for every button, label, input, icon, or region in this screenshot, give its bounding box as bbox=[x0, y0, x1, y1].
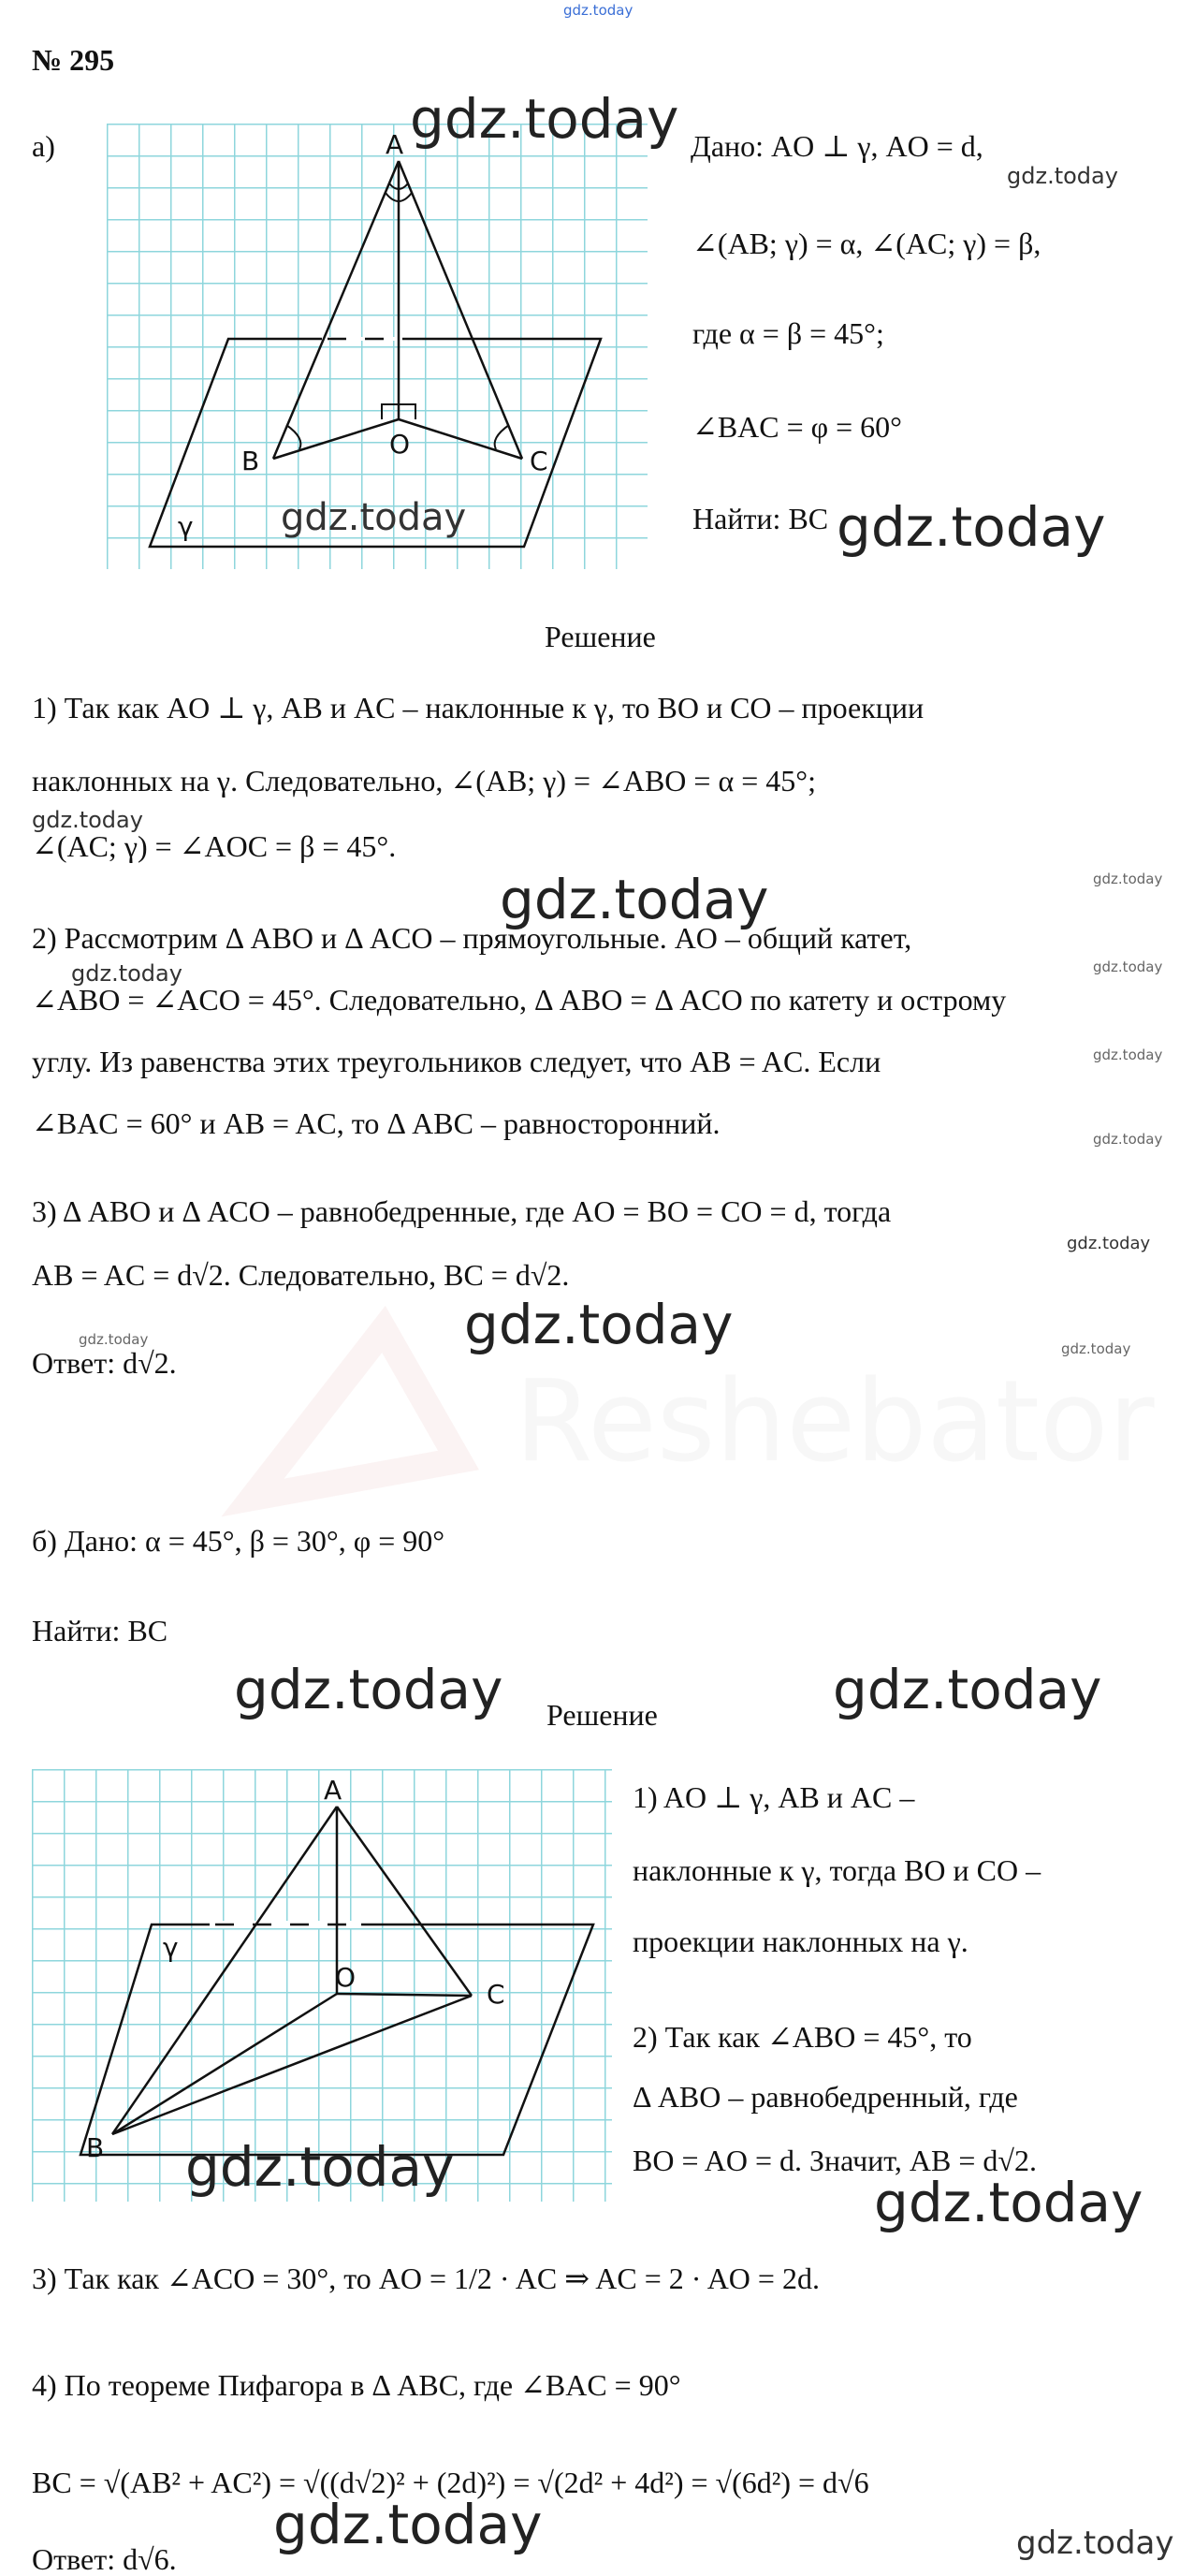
formula-bc: BC = √(AB² + AC²) = √((d√2)² + (2d)²) = √(2d² + 4d²) = √(6d²) = d√6 bbox=[32, 2466, 869, 2499]
step-b-1c: проекции наклонных на γ. bbox=[633, 1925, 968, 1958]
given-a-line-1: Дано: AO ⊥ γ, AO = d, bbox=[691, 129, 983, 163]
label-c-b: C bbox=[487, 1979, 505, 2010]
watermark: gdz.today bbox=[410, 87, 679, 151]
answer-b: Ответ: d√6. bbox=[32, 2542, 177, 2576]
label-o-b: O bbox=[335, 1962, 357, 1993]
svg-text:Reshebator: Reshebator bbox=[515, 1357, 1155, 1487]
watermark: gdz.today bbox=[1093, 1046, 1163, 1063]
label-gamma: γ bbox=[178, 511, 194, 542]
segment-ac bbox=[399, 161, 522, 459]
step-b-2b: Δ ABO – равнобедренный, где bbox=[633, 2080, 1018, 2114]
label-a: A bbox=[386, 129, 404, 160]
segment-ab-b bbox=[112, 1807, 337, 2134]
watermark: gdz.today bbox=[234, 1658, 503, 1721]
step-a-1c: ∠(AC; γ) = ∠AOC = β = 45°. bbox=[32, 829, 397, 863]
watermark: gdz.today bbox=[281, 496, 467, 539]
watermark: gdz.today bbox=[464, 1293, 734, 1356]
watermark: gdz.today bbox=[1016, 2525, 1174, 2562]
watermark: gdz.today bbox=[833, 1658, 1102, 1721]
step-a-1: 1) Так как AO ⊥ γ, AB и AC – наклонные к γ, то BO и CO – проекции bbox=[32, 691, 925, 724]
watermark: gdz.today bbox=[1093, 1131, 1163, 1148]
watermark: gdz.today bbox=[874, 2171, 1143, 2234]
segment-co bbox=[399, 419, 522, 459]
solution-b-title: Решение bbox=[546, 1698, 658, 1732]
given-a-line-4: ∠BAC = φ = 60° bbox=[692, 410, 902, 444]
step-b-2c: BO = AO = d. Значит, AB = d√2. bbox=[633, 2144, 1037, 2177]
segment-bo-b bbox=[112, 1994, 337, 2134]
step-a-2b: ∠ABO = ∠ACO = 45°. Следовательно, Δ ABO = Δ ACO по катету и острому bbox=[32, 983, 1007, 1017]
segment-ac-b bbox=[337, 1807, 472, 1996]
step-b-3: 3) Так как ∠ACO = 30°, то AO = 1/2 · AC ⇒ AC = 2 · AO = 2d. bbox=[32, 2261, 820, 2295]
segment-bc-b bbox=[112, 1996, 472, 2134]
step-a-1b: наклонных на γ. Следовательно, ∠(AB; γ) = ∠ABO = α = 45°; bbox=[32, 764, 816, 798]
label-b-b: B bbox=[86, 2132, 105, 2163]
step-b-4: 4) По теореме Пифагора в Δ ABC, где ∠BAC = 90° bbox=[32, 2368, 681, 2402]
step-b-1b: наклонные к γ, тогда BO и CO – bbox=[633, 1853, 1041, 1887]
step-a-2c: углу. Из равенства этих треугольников следует, что AB = AC. Если bbox=[32, 1045, 881, 1078]
watermark: gdz.today bbox=[837, 495, 1106, 559]
step-b-2: 2) Так как ∠ABO = 45°, то bbox=[633, 2020, 972, 2054]
watermark: gdz.today bbox=[1067, 1234, 1151, 1253]
watermark: gdz.today bbox=[1093, 871, 1163, 887]
watermark: gdz.today bbox=[500, 868, 769, 931]
given-b: б) Дано: α = 45°, β = 30°, φ = 90° bbox=[32, 1524, 445, 1558]
step-a-2: 2) Рассмотрим Δ ABO и Δ ACO – прямоугольные. AO – общий катет, bbox=[32, 921, 912, 955]
label-c: C bbox=[530, 446, 548, 476]
watermark: gdz.today bbox=[1093, 959, 1163, 975]
part-a-label: а) bbox=[32, 129, 55, 163]
solution-a-title: Решение bbox=[545, 620, 656, 653]
step-a-3: 3) Δ ABO и Δ ACO – равнобедренные, где AO = BO = CO = d, тогда bbox=[32, 1194, 892, 1228]
watermark-top: gdz.today bbox=[563, 2, 633, 19]
watermark: gdz.today bbox=[32, 807, 143, 833]
watermark: gdz.today bbox=[185, 2135, 455, 2199]
watermark: gdz.today bbox=[1061, 1340, 1131, 1357]
watermark: gdz.today bbox=[79, 1331, 149, 1348]
label-b: B bbox=[241, 446, 260, 476]
segment-bo bbox=[273, 419, 399, 459]
step-a-3b: AB = AC = d√2. Следовательно, BC = d√2. bbox=[32, 1258, 570, 1292]
label-gamma-b: γ bbox=[163, 1932, 179, 1963]
watermark: gdz.today bbox=[71, 960, 182, 987]
given-a-find: Найти: BC bbox=[692, 502, 829, 535]
segment-ab bbox=[273, 161, 399, 459]
watermark: gdz.today bbox=[273, 2493, 543, 2556]
label-o: O bbox=[389, 429, 411, 460]
segment-oc-b bbox=[337, 1994, 472, 1996]
given-a-line-2: ∠(AB; γ) = α, ∠(AC; γ) = β, bbox=[692, 227, 1041, 260]
given-a-line-3: где α = β = 45°; bbox=[692, 316, 884, 350]
step-b-1: 1) AO ⊥ γ, AB и AC – bbox=[633, 1780, 915, 1814]
find-b: Найти: BC bbox=[32, 1614, 168, 1647]
step-a-2d: ∠BAC = 60° и AB = AC, то Δ ABC – равносторонний. bbox=[32, 1106, 721, 1140]
watermark: gdz.today bbox=[1007, 163, 1118, 189]
problem-number: № 295 bbox=[32, 43, 115, 77]
answer-a: Ответ: d√2. bbox=[32, 1346, 177, 1380]
label-a-b: A bbox=[324, 1775, 342, 1806]
